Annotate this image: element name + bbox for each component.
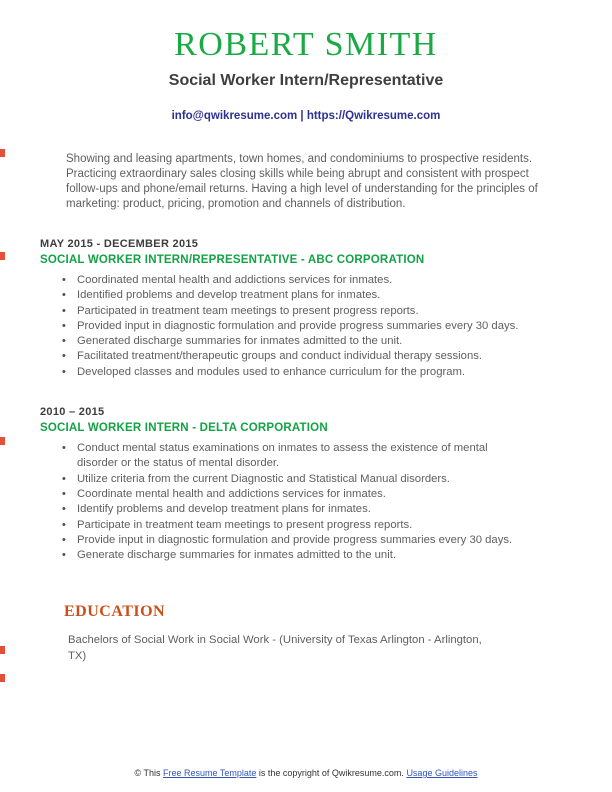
job-bullet-list [75, 273, 557, 380]
bullet-item: • Generate discharge summaries for inmates admitted to the unit. [75, 548, 527, 563]
bullet-item: • Coordinated mental health and addictions services for inmates. [75, 273, 527, 288]
experience-job-abc [40, 238, 557, 380]
footer-text: is the copyright of Qwikresume.com. [256, 768, 407, 778]
section-tick [0, 646, 5, 654]
bullet-item: • Participated in treatment team meetings to present progress reports. [75, 304, 527, 319]
candidate-title: Social Worker Intern/Representative [168, 72, 444, 89]
bullet-item: • Conduct mental status examinations on inmates to assess the existence of mental disorder or the status of mental disorder. [75, 441, 527, 472]
job-dates: MAY 2015 - DECEMBER 2015 [40, 238, 199, 250]
contact-separator: | [297, 110, 307, 122]
bullet-item: • Provide input in diagnostic formulation and provide progress summaries every 30 days. [75, 533, 527, 548]
job-heading: SOCIAL WORKER INTERN - DELTA CORPORATION [40, 422, 328, 435]
bullet-item: • Facilitated treatment/therapeutic groups and conduct individual therapy sessions. [75, 349, 527, 364]
bullet-item: • Developed classes and modules used to enhance curriculum for the program. [75, 365, 527, 380]
section-tick [0, 674, 5, 682]
email-link[interactable]: info@qwikresume.com [171, 110, 298, 122]
bullet-item: • Identify problems and develop treatment plans for inmates. [75, 502, 527, 517]
education-heading: EDUCATION [64, 603, 166, 621]
section-tick [0, 252, 5, 260]
section-tick [0, 437, 5, 445]
job-bullet-list [75, 441, 557, 563]
footer-text: © This [134, 768, 163, 778]
experience-job-delta [40, 406, 557, 563]
usage-guidelines-link[interactable]: Usage Guidelines [406, 768, 478, 778]
education-section [64, 603, 612, 664]
free-resume-template-link[interactable]: Free Resume Template [163, 768, 257, 778]
resume-header [0, 0, 612, 122]
section-tick [0, 149, 5, 157]
candidate-name: ROBERT SMITH [174, 26, 438, 63]
job-dates: 2010 – 2015 [40, 406, 105, 419]
website-link[interactable]: https://Qwikresume.com [306, 110, 441, 122]
bullet-item: • Utilize criteria from the current Diagnostic and Statistical Manual disorders. [75, 472, 527, 487]
job-heading: SOCIAL WORKER INTERN/REPRESENTATIVE - ABC CORPORATION [40, 254, 425, 266]
bullet-item: • Generated discharge summaries for inmates admitted to the unit. [75, 334, 527, 349]
bullet-item: • Participate in treatment team meetings to present progress reports. [75, 518, 527, 533]
summary-text: Showing and leasing apartments, town homes, and condominiums to prospective residents. Practicing extraordinary sales closing skills while being abrupt and consistent with prospect follow-ups and phone/email returns. Having a high level of understanding for the principles of marketing: product, pricing, promotion and channels of distribution. [66, 153, 538, 210]
contact-line [0, 110, 612, 122]
page-footer [0, 768, 612, 778]
bullet-item: • Identified problems and develop treatment plans for inmates. [75, 288, 527, 303]
bullet-item: • Coordinate mental health and addictions services for inmates. [75, 487, 527, 502]
bullet-item: • Provided input in diagnostic formulation and provide progress summaries every 30 days. [75, 319, 527, 334]
education-detail: Bachelors of Social Work in Social Work - (University of Texas Arlington - Arlington, TX) [68, 634, 482, 662]
